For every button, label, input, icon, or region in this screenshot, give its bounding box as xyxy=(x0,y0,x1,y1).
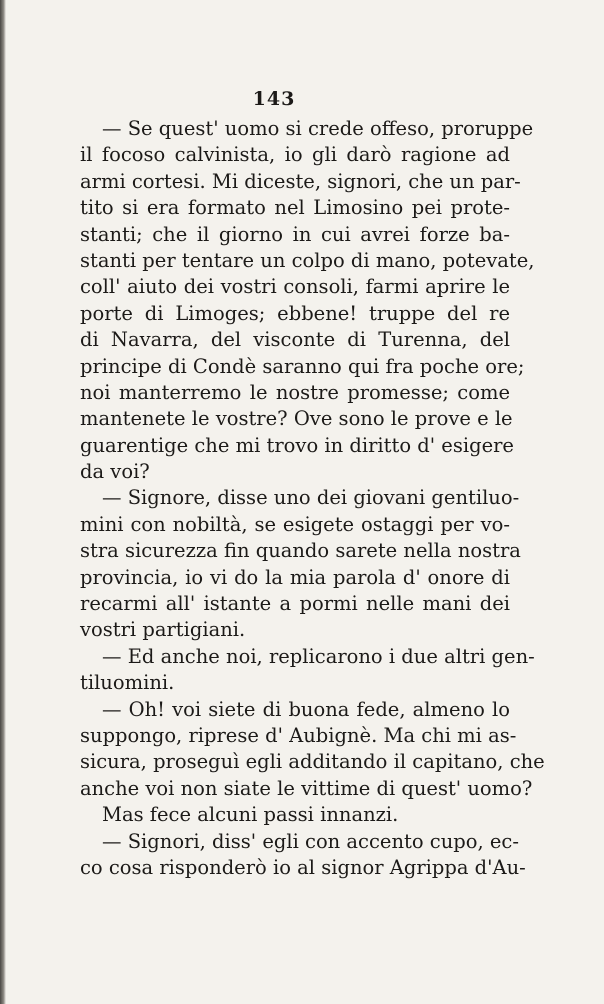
text-line: porte di Limoges; ebbene! truppe del re xyxy=(80,301,510,325)
text-line: da voi? xyxy=(80,460,150,484)
text-line: recarmi all' istante a pormi nelle mani dei xyxy=(80,592,510,616)
text-line: armi cortesi. Mi diceste, signori, che un par- xyxy=(80,169,521,193)
text-line: — Signore, disse uno dei giovani gentiluo- xyxy=(102,486,520,510)
text-line: stanti; che il giorno in cui avrei forze ba- xyxy=(80,222,510,246)
text-line: mini con nobiltà, se esigete ostaggi per vo- xyxy=(80,512,510,536)
text-line: noi manterremo le nostre promesse; come xyxy=(80,380,510,404)
text-line: — Ed anche noi, replicarono i due altri gen- xyxy=(102,644,535,668)
text-line: Mas fece alcuni passi innanzi. xyxy=(102,803,399,827)
text-line: vostri partigiani. xyxy=(80,618,246,642)
body-text xyxy=(80,116,545,881)
text-line: tiluomini. xyxy=(80,671,175,695)
text-line: principe di Condè saranno qui fra poche ore; xyxy=(80,354,525,378)
text-line: guarentige che mi trovo in diritto d' esigere xyxy=(80,433,514,457)
text-line: — Signori, diss' egli con accento cupo, ec- xyxy=(102,829,519,853)
page-binding-edge xyxy=(0,0,6,1004)
page-number: 143 xyxy=(252,88,296,110)
text-line: coll' aiuto dei vostri consoli, farmi aprire le xyxy=(80,275,510,299)
text-line: suppongo, riprese d' Aubignè. Ma chi mi as- xyxy=(80,723,517,747)
text-line: tito si era formato nel Limosino pei prote- xyxy=(80,196,510,220)
text-line: — Se quest' uomo si crede offeso, proruppe xyxy=(102,117,534,140)
text-line: provincia, io vi do la mia parola d' onore di xyxy=(80,565,510,589)
text-line: di Navarra, del visconte di Turenna, del xyxy=(80,328,510,352)
text-line: sicura, proseguì egli additando il capitano, che xyxy=(80,750,545,774)
text-line: mantenete le vostre? Ove sono le prove e le xyxy=(80,407,513,431)
text-line: anche voi non siate le vittime di quest' uomo? xyxy=(80,776,533,800)
text-line: — Oh! voi siete di buona fede, almeno lo xyxy=(102,697,510,721)
text-line: stra sicurezza fin quando sarete nella nostra xyxy=(80,539,521,563)
text-line: il focoso calvinista, io gli darò ragione ad xyxy=(80,143,510,167)
text-line: stanti per tentare un colpo di mano, potevate, xyxy=(80,248,535,272)
text-line: co cosa risponderò io al signor Agrippa d'Au- xyxy=(80,855,526,879)
